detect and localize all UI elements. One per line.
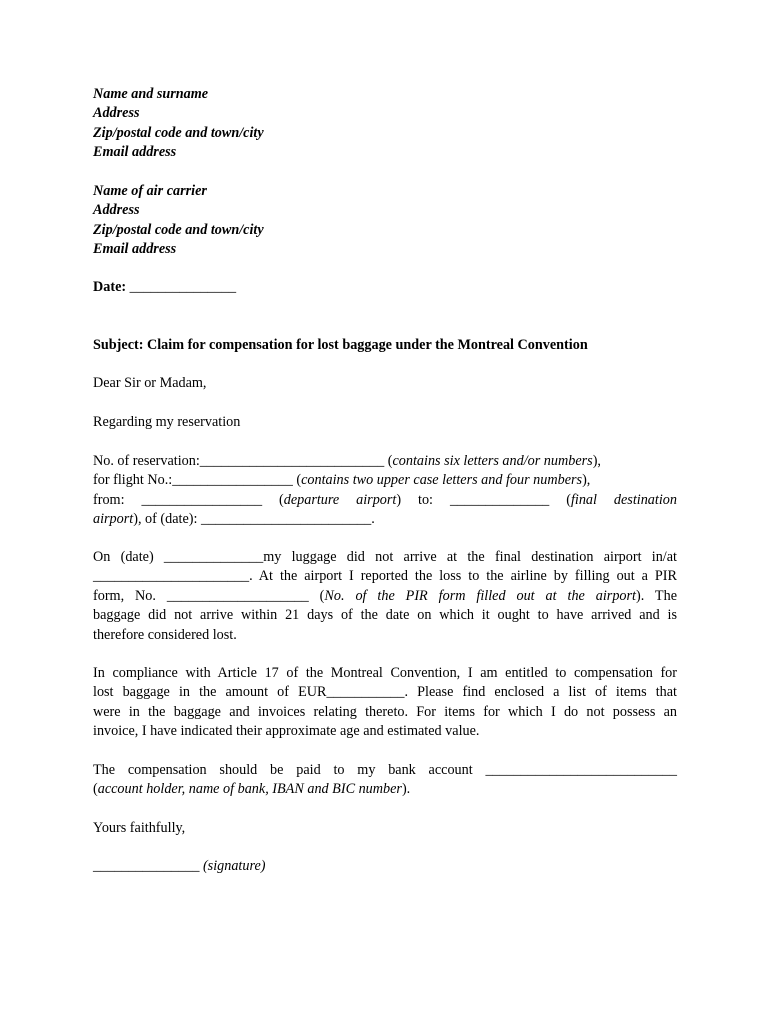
compliance-paragraph <box>93 664 677 742</box>
sender-address: Address <box>93 105 140 122</box>
sender-email: Email address <box>93 144 177 161</box>
lost-baggage-paragraph <box>93 548 677 645</box>
recipient-name: Name of air carrier <box>93 183 207 199</box>
bank-line-2: (account holder, name of bank, IBAN and BIC number). <box>93 781 411 798</box>
signature-line <box>93 857 677 876</box>
recipient-email: Email address <box>93 241 177 258</box>
lost-line-5: therefore considered lost. <box>93 626 237 643</box>
recipient-block <box>93 182 677 260</box>
signature-label: (signature) <box>202 858 266 874</box>
compliance-line-2: lost baggage in the amount of EUR___________. Please find enclosed a list of items that <box>93 684 677 701</box>
sender-zip-city: Zip/postal code and town/city <box>93 124 264 141</box>
lost-line-2: ______________________. At the airport I reported the loss to the airline by filling out a PIR <box>93 568 677 585</box>
date-line <box>93 278 677 297</box>
recipient-address: Address <box>93 202 140 219</box>
flight-number-line: for flight No.:_________________ (contains two upper case letters and four numbers), <box>93 472 591 489</box>
recipient-zip-city: Zip/postal code and town/city <box>93 221 264 238</box>
sender-name: Name and surname <box>93 86 209 102</box>
compliance-line-3: were in the baggage and invoices relating thereto. For items for which I do not possess an <box>93 703 677 720</box>
sender-block <box>93 85 677 163</box>
reservation-number-line: No. of reservation:__________________________ (contains six letters and/or numbers), <box>93 453 601 469</box>
regarding <box>93 413 677 432</box>
date-blank: _______________ <box>129 279 237 295</box>
reservation-block <box>93 452 677 530</box>
lost-line-3: form, No. ____________________ (No. of the PIR form filled out at the airport). The <box>93 587 677 604</box>
signature-blank: _______________ <box>93 858 200 874</box>
subject-line <box>93 336 677 355</box>
lost-line-4: baggage did not arrive within 21 days of the date on which it ought to have arrived and is <box>93 607 677 624</box>
route-line: from: _________________ (departure airport) to: ______________ (final destination <box>93 491 677 508</box>
compliance-line-4: invoice, I have indicated their approximate age and estimated value. <box>93 723 480 740</box>
route-date-line: airport), of (date): ________________________. <box>93 511 375 528</box>
date-label: Date: <box>93 279 127 295</box>
salutation <box>93 374 677 393</box>
closing-text: Yours faithfully, <box>93 820 186 836</box>
bank-paragraph <box>93 761 677 800</box>
closing <box>93 819 677 838</box>
compliance-line-1: In compliance with Article 17 of the Montreal Convention, I am entitled to compensation for <box>93 665 677 681</box>
subject-text: Subject: Claim for compensation for lost baggage under the Montreal Convention <box>93 337 588 353</box>
bank-line-1: The compensation should be paid to my bank account ___________________________ <box>93 762 677 778</box>
regarding-text: Regarding my reservation <box>93 414 241 430</box>
salutation-text: Dear Sir or Madam, <box>93 375 207 391</box>
lost-line-1: On (date) ______________my luggage did not arrive at the final destination airport in/at <box>93 549 677 565</box>
